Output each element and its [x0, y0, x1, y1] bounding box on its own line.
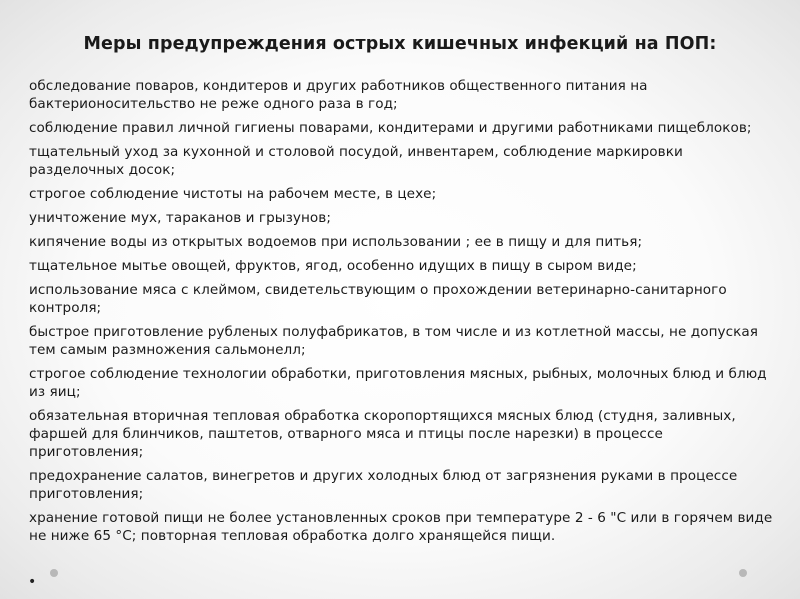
list-item: обязательная вторичная тепловая обработка скоропортящихся мясных блюд (студня, заливных, фаршей для блинчиков, паштетов, отварного мяса и птицы после нарезки) в процессе приготовления;	[29, 408, 736, 460]
trailing-bullet: •	[28, 574, 37, 590]
list-item: соблюдение правил личной гигиены поварами, кондитерами и другими работниками пищеблоков;	[29, 120, 752, 136]
list-item: предохранение салатов, винегретов и других холодных блюд от загрязнения руками в процессе приготовления;	[29, 468, 738, 502]
list-item: уничтожение мух, тараканов и грызунов;	[29, 210, 331, 226]
slide-nav-dot-left	[50, 569, 58, 577]
list-item: использование мяса с клеймом, свидетельствующим о прохождении ветеринарно-санитарного контроля;	[29, 282, 727, 316]
list-item: кипячение воды из открытых водоемов при использовании ; ее в пищу и для питья;	[29, 234, 643, 250]
list-item: строгое соблюдение технологии обработки, приготовления мясных, рыбных, молочных блюд и блюд из яиц;	[29, 366, 767, 400]
measures-list	[29, 77, 779, 551]
list-item: тщательное мытье овощей, фруктов, ягод, особенно идущих в пищу в сыром виде;	[29, 258, 637, 274]
list-item: строгое соблюдение чистоты на рабочем месте, в цехе;	[29, 186, 437, 202]
list-item: хранение готовой пищи не более установленных сроков при температуре 2 - 6 "С или в горячем виде не ниже 65 °С; повторная тепловая обработка долго хранящейся пищи.	[29, 510, 773, 544]
list-item: быстрое приготовление рубленых полуфабрикатов, в том числе и из котлетной массы, не допуская тем самым размножения сальмонелл;	[29, 324, 759, 358]
list-item: тщательный уход за кухонной и столовой посудой, инвентарем, соблюдение маркировки разделочных досок;	[29, 144, 683, 178]
slide-nav-dot-right	[739, 569, 747, 577]
slide-title: Меры предупреждения острых кишечных инфекций на ПОП:	[83, 34, 717, 54]
list-item: обследование поваров, кондитеров и других работников общественного питания на бактерионосительство не реже одного раза в год;	[29, 78, 648, 112]
